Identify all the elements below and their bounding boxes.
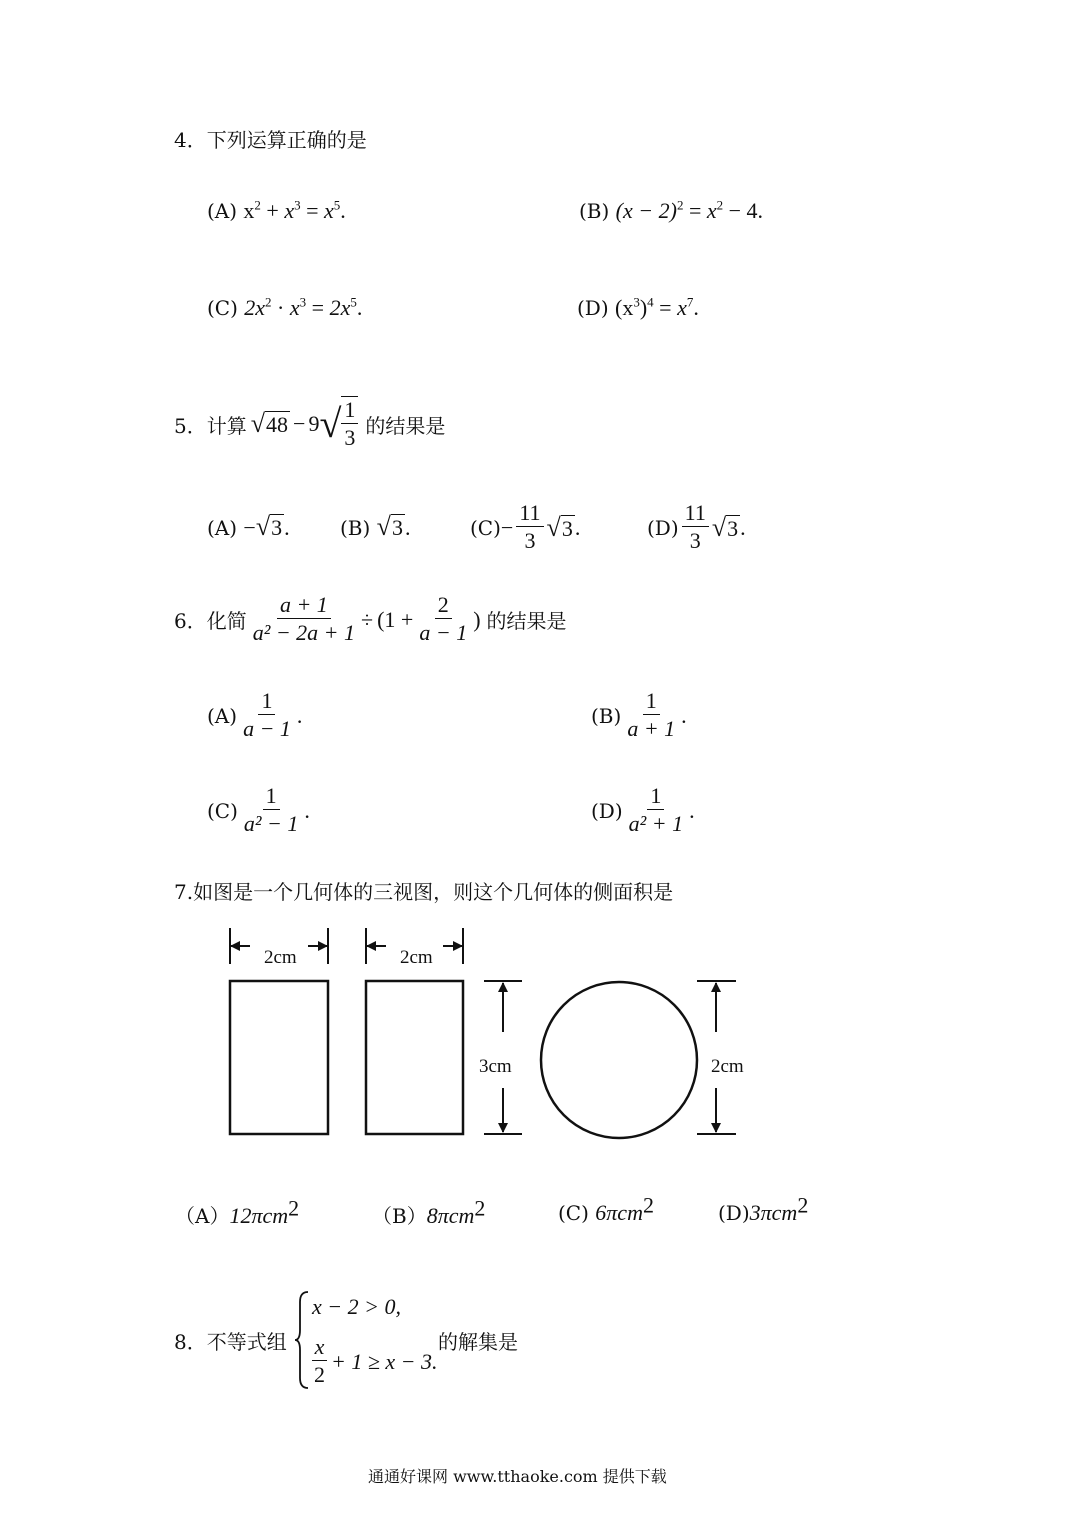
q4-option-c: (C) $2x^2 \cdot x^3 = 2x^5$. xyxy=(207,294,363,320)
q5-option-d: (D) $\frac{11}{3}$ √3 . xyxy=(647,500,746,553)
question-4-stem: 4．下列运算正确的是 xyxy=(174,128,367,152)
three-view-figure xyxy=(0,920,1087,1160)
question-5-stem: 5．计算 √48 − 9 √ $\frac{1}{3}$ 的结果是 xyxy=(174,397,446,450)
question-6-stem: 6．化简 $\frac{a + 1}{\text{a² − 2a + 1}}$ ÷ (1 + $\frac{2}{a - 1}$ ) 的结果是 xyxy=(174,592,567,645)
front-width-label: 2cm xyxy=(264,947,297,968)
q4-option-b: (B) $(x - 2)^2 = x^2 - 4$. xyxy=(579,197,764,223)
footer-text: 通通好课网 www.tthaoke.com 提供下载 xyxy=(368,1467,667,1486)
q6-option-c: (C) $\frac{1}{\text{a² − 1}}$ . xyxy=(207,783,310,836)
q4-option-a: (A) $x^2 + x^3 = x^5$. xyxy=(207,197,346,223)
q6-option-b: (B) $\frac{1}{a + 1}$ . xyxy=(591,688,687,741)
q6-option-d: (D) $\frac{1}{\text{a² + 1}}$ . xyxy=(591,783,695,836)
question-7-stem: 7.如图是一个几何体的三视图，则这个几何体的侧面积是 xyxy=(174,880,674,904)
q4-option-d: (D) $(x^3)^4 = x^7$. xyxy=(577,294,699,320)
question-8-prefix: 8．不等式组 xyxy=(174,1330,287,1354)
q7-option-b: （B）8πcm$^2$ xyxy=(372,1195,486,1228)
question-8-suffix: 的解集是 xyxy=(438,1330,518,1354)
side-view-rect xyxy=(366,981,463,1134)
side-width-label: 2cm xyxy=(400,947,433,968)
q5-option-c: (C) − $\frac{11}{3}$ √3 . xyxy=(470,500,581,553)
height-label: 3cm xyxy=(479,1056,512,1077)
inequality-line-1: x − 2 > 0, xyxy=(312,1294,401,1319)
q7-option-c: (C) 6πcm$^2$ xyxy=(558,1192,654,1225)
inequality-line-2: $\frac{x}{2}$ + 1 ≥ x − 3. xyxy=(308,1334,438,1389)
q5-option-a: (A) −√3. xyxy=(207,512,290,541)
q6-option-a: (A) $\frac{1}{a - 1}$ . xyxy=(207,688,303,741)
q7-option-d: (D)3πcm$^2$ xyxy=(718,1192,809,1225)
diameter-label: 2cm xyxy=(711,1056,744,1077)
front-view-rect xyxy=(230,981,328,1134)
q5-option-b: (B) √3. xyxy=(340,512,411,541)
top-view-circle xyxy=(541,982,697,1138)
q7-option-a: （A）12πcm$^2$ xyxy=(175,1195,300,1228)
